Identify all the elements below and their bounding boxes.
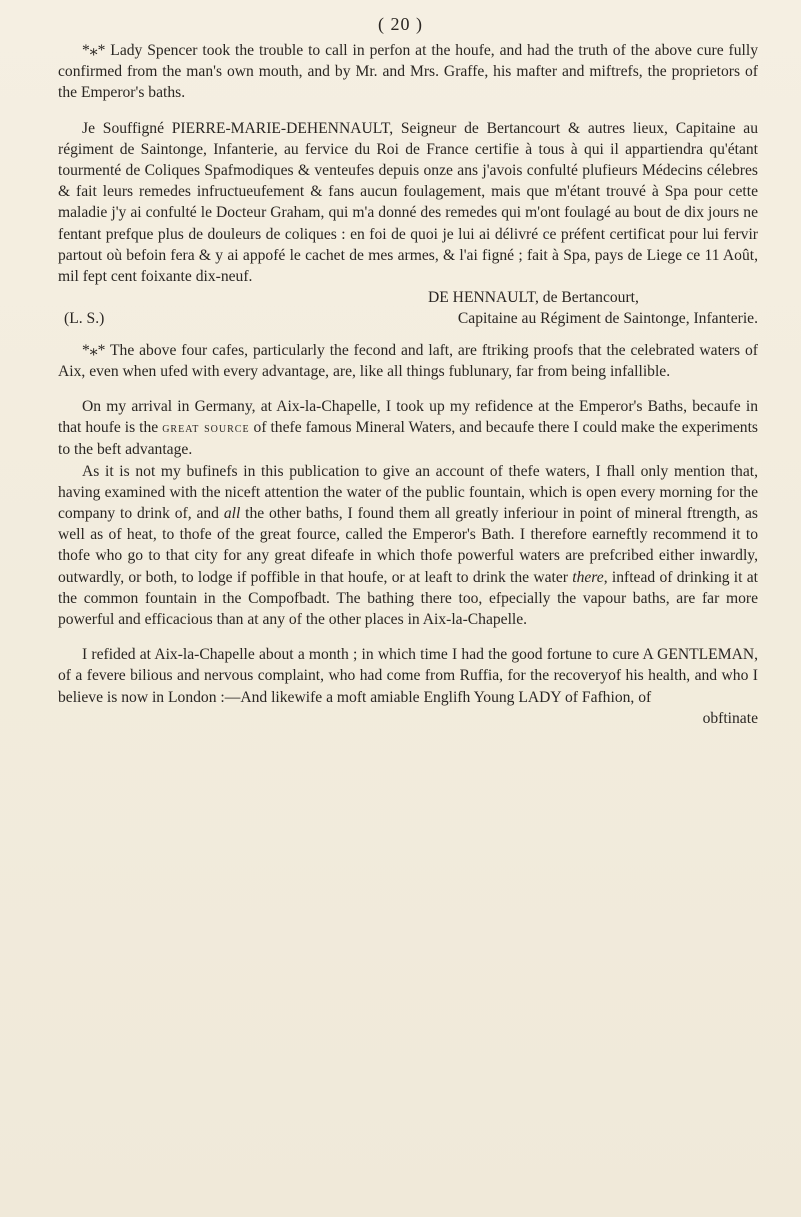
page-number: ( 20 ) [378,14,423,34]
signature-name: DE HENNAULT, de Bertancourt, [428,289,639,307]
seal-mark: (L. S.) [64,310,105,328]
great-source-caps: great source [162,420,250,437]
waters-italic-there: there [572,568,604,586]
arrival-text-b: of thefe famous Mineral Waters, and becaufe there I could make the experiments to the beft advantage. [58,419,758,459]
page-body [58,40,758,729]
waters-text-c: , inftead of drinking it at the common fountain in the Compofbadt. The bathing there too, efpecially the vapour baths, are far more powerful and efficacious than at any of the other places in Aix-la-Chapelle. [58,568,758,629]
waters-italic-all: all [223,505,241,523]
signature-title: Capitaine au Régiment de Saintonge, Infanterie. [457,310,758,328]
paragraph-resided: I refided at Aix-la-Chapelle about a month ; in which time I had the good fortune to cure A GENTLEMAN, of a fevere bilious and nervous complaint, who had come from Ruffia, for the recoveryof his health, and who I believe is now in London :—And likewife a moft amiable Englifh Young LADY of Fafhion, of [58,646,758,706]
paragraph-lady-spencer: *⁎* Lady Spencer took the trouble to call in perfon at the houfe, and had the truth of the above cure fully confirmed from the man's own mouth, and by Mr. and Mrs. Graffe, his mafter and miftrefs, the proprietors of the Emperor's baths. [58,42,758,102]
paragraph-arrival [58,396,758,461]
catchword: obftinate [702,709,758,727]
waters-text-a: As it is not my bufinefs in this publication to give an account of thefe waters, I fhall only mention that, having examined with the niceft attention the water of the public fountain, which is open every morning for the company to drink of, and [58,462,758,523]
paragraph-waters [58,461,758,631]
paragraph-french-certificate: Je Souffigné PIERRE-MARIE-DEHENNAULT, Seigneur de Bertancourt & autres lieux, Capitaine au régiment de Saintonge, Infanterie, au fervice du Roi de France certifie à tous à qui il appartiendra qu'étant tourmenté de Coliques Spafmodiques & venteufes depuis onze ans j'avois confulté plufieurs Médecins célebres & fait leurs remedes infructueufement & fans aucun foulagement, mais que m'étant trouvé à Spa pour cette maladie j'y ai confulté le Docteur Graham, qui m'a donné des remedes qui m'ont foulagé au bout de dix jours ne fentant prefque plus de douleurs de coliques : en foi de quoi je lui ai délivré ce préfent certificat pour lui fervir partout où befoin fera & y ai appofé le cachet de mes armes, & l'ai figné ; fait à Spa, pays de Liege ce 11 Août, mil fept cent foixante dix-neuf. [58,119,758,286]
waters-text-b: the other baths, I found them all greatly inferiour in point of mineral ftrength, as well as of heat, to thofe of the great fource, called the Emperor's Bath. I therefore earneftly recommend it to thofe who go to that city for any great difeafe in which thofe powerful waters are prefcribed either inwardly, outwardly, or both, to lodge if poffible in that houfe, or at leaft to drink the water [58,505,758,586]
paragraph-four-cases: *⁎* The above four cafes, particularly the fecond and laft, are ftriking proofs that the celebrated waters of Aix, even when ufed with every advantage, are, like all things fublunary, far from being infallible. [58,341,758,380]
arrival-text-a: On my arrival in Germany, at Aix-la-Chapelle, I took up my refidence at the Emperor's Baths, becaufe in that houfe is the [58,398,758,437]
signature-row [58,308,758,329]
